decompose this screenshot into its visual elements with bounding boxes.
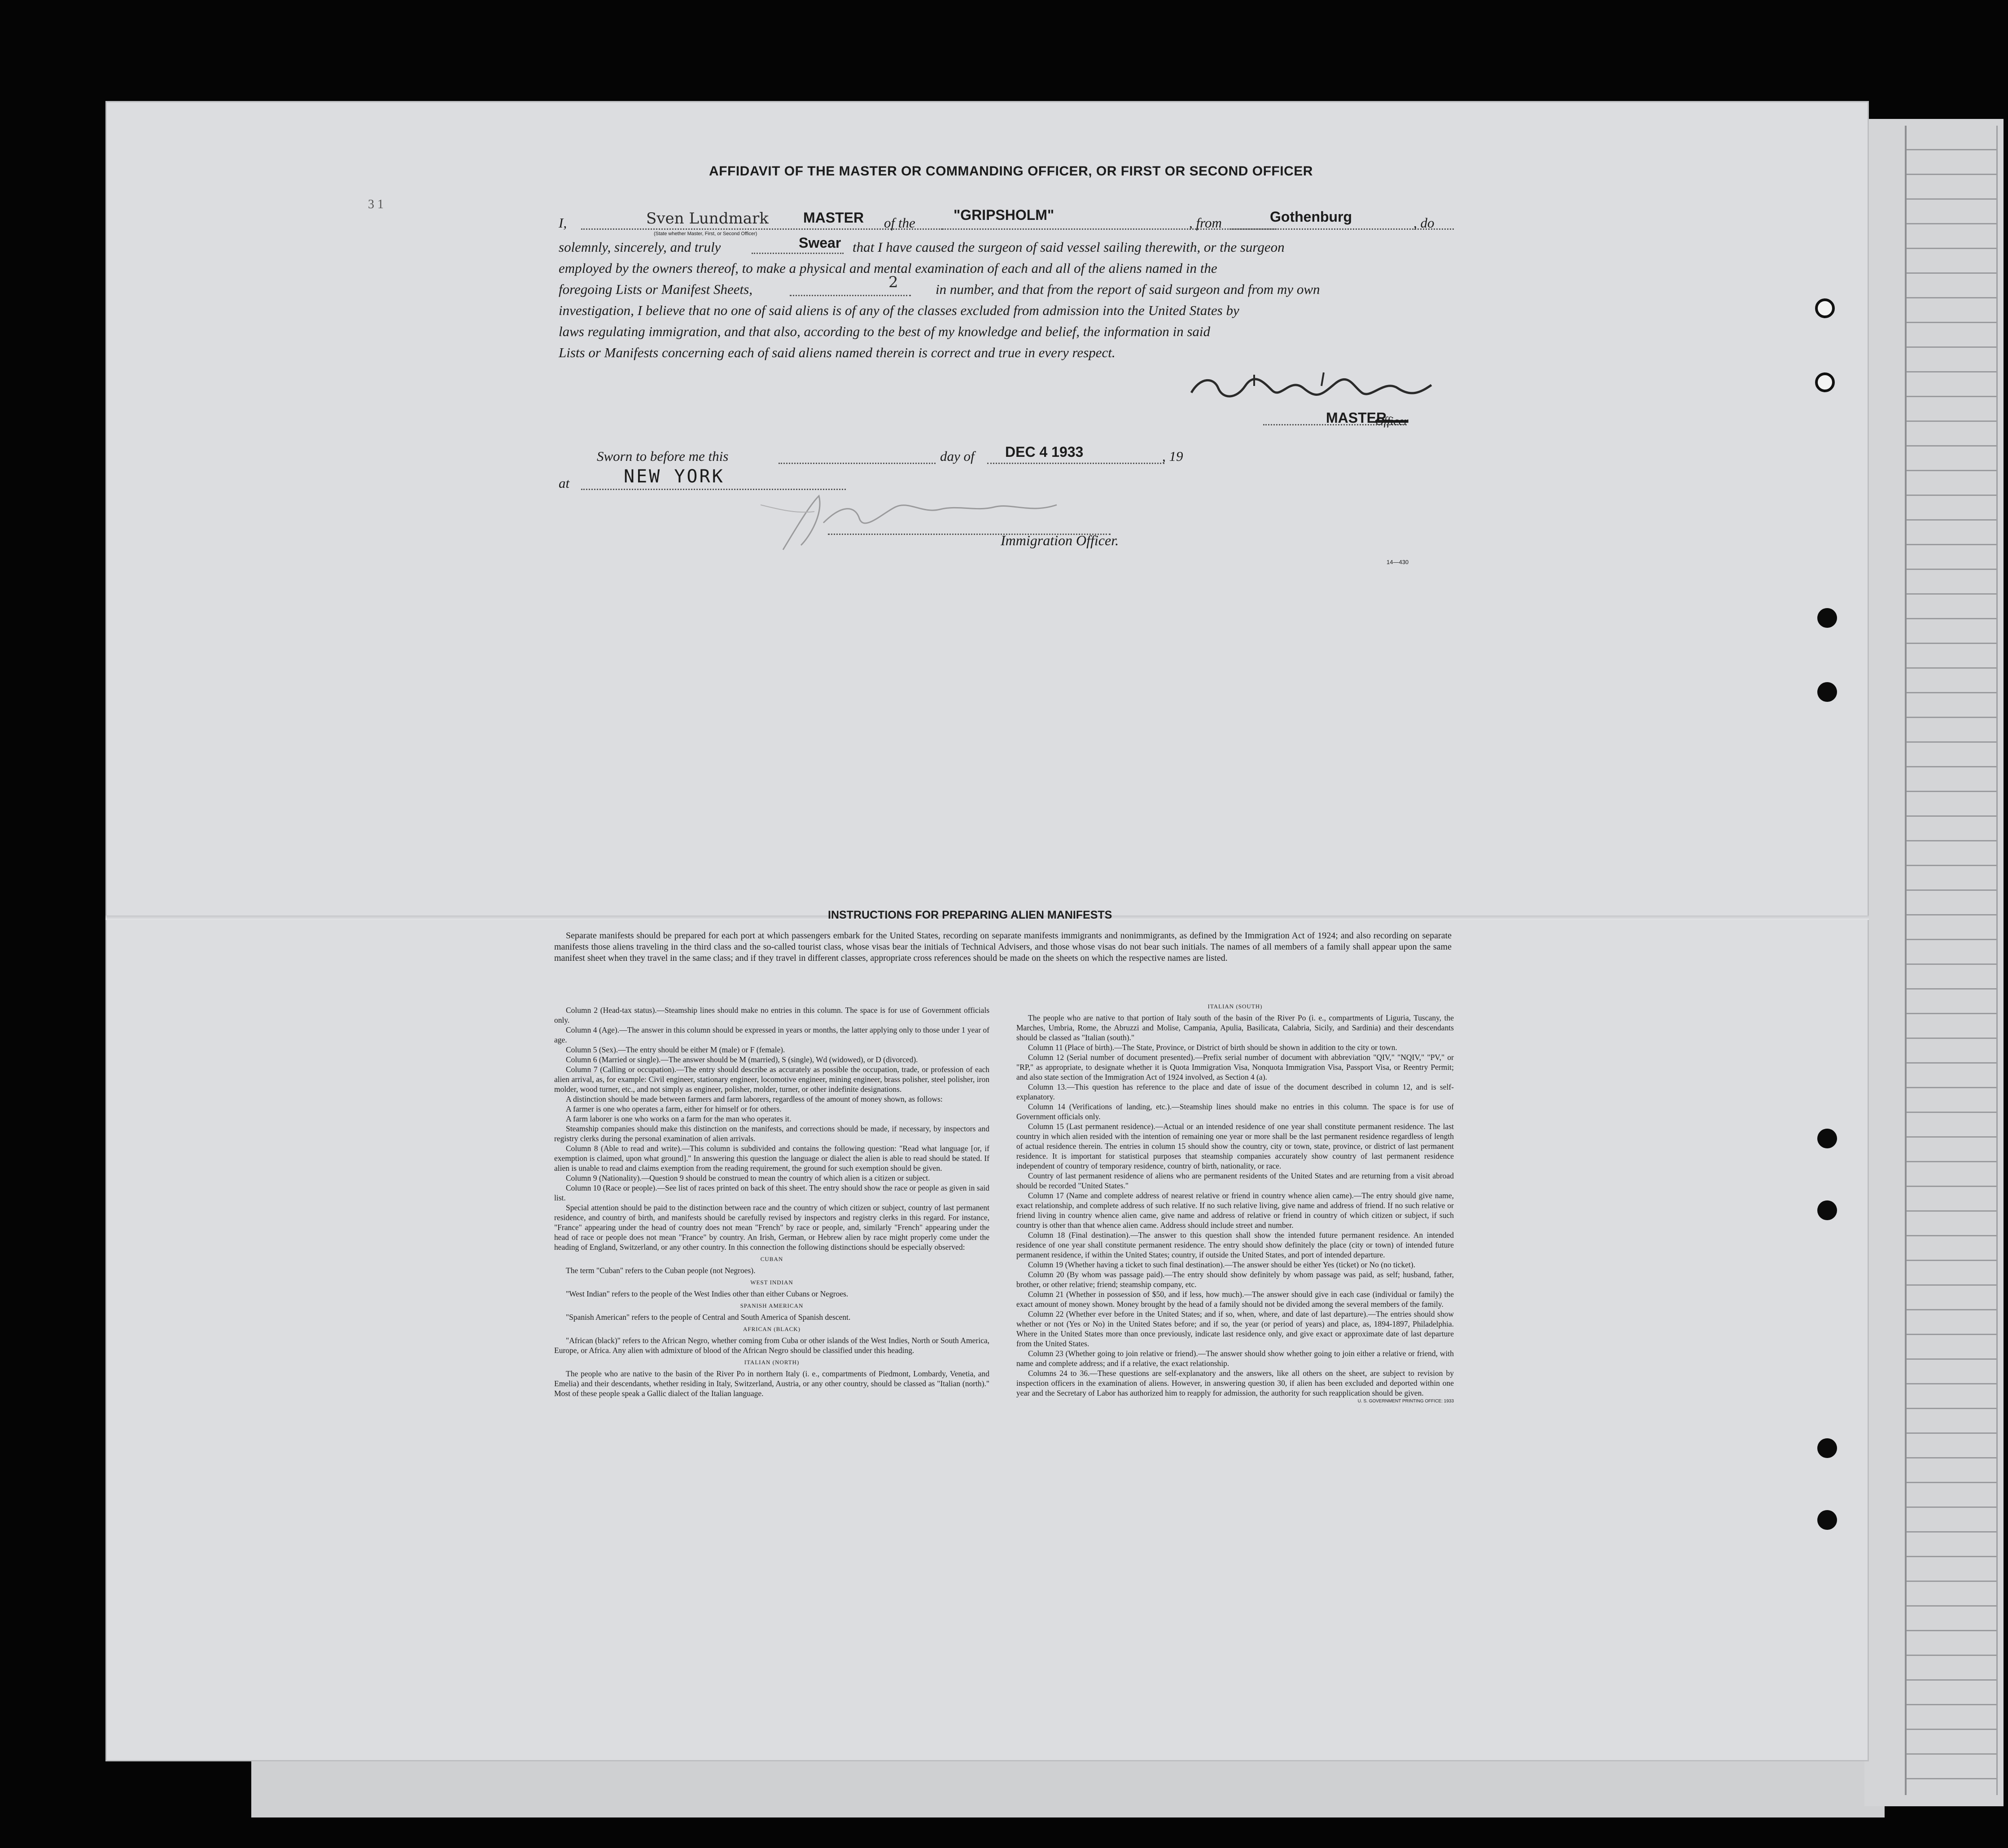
punch-hole [1817,682,1837,702]
sworn-day-line [779,461,936,464]
left-paragraph: A farm laborer is one who works on a farm for the man who operates it. [566,1114,792,1123]
right-paragraph: Column 12 (Serial number of document presented).—Prefix serial number of document with abbreviation "QIV," "NQIV," "PV," or "RP," as appropriate, to designate whether it is Quota Immigration Visa, Nonquota Immigration Visa, Passport Visa, or Reentry Permit; and also state section of the Immigration Act of 1924 involved, as Section 4 (a). [1016,1053,1454,1082]
punch-hole [1815,298,1835,318]
instructions-intro: Separate manifests should be prepared for each port at which passengers embark for the United States, recording on separate manifests immigrants and nonimmigrants, as defined by the Immigration Act of 1924; and also recording on separate manifests those aliens traveling in the third class and the so-called tourist class, whose visas bear the initials of Technical Advisers, and those whose visas do not bear such initials. The names of all members of a family shall appear upon the same manifest sheet when they travel in the same class; and if they travel in different classes, appropriate cross references should be made on the sheets on which the respective names are listed. [554,931,1452,963]
section-text-west-indian: "West Indian" refers to the people of the West Indies other than either Cubans or Negroes. [566,1289,849,1298]
section-heading-italian-south: ITALIAN (SOUTH) [1207,1003,1263,1010]
right-paragraph: The people who are native to that portion of Italy south of the basin of the River Po (i. e., compartments of Liguria, Tuscany, the Marches, Umbria, Rome, the Abruzzi and Molise, Campania, Apulia, Basilicata, Calabria, Sicily, and Sardinia) and their descendants should be classed as "Italian (south)." [1016,1013,1454,1042]
rank-typed: MASTER [803,210,864,226]
day-of-label: day of [940,448,975,464]
punch-hole [1817,1129,1837,1148]
right-paragraph: Column 15 (Last permanent residence).—Actual or an intended residence of one year shall constitute permanent residence. The last country in which alien resided with the intention of remaining one year or more shall be the last permanent residence regardless of length of actual residence therein. The entries in column 15 should show the country, city or town, state, province, or district of last permanent residence. It is important for statistical purposes that steamship companies accurately show country of last permanent residence independent of country of temporary residence, country of birth, nationality, or race. [1016,1122,1454,1170]
punch-hole [1817,1200,1837,1220]
form-number: 14—430 [1387,559,1409,565]
instructions-title: INSTRUCTIONS FOR PREPARING ALIEN MANIFESTS [828,909,1112,921]
affidavit-line4b: in number, and that from the report of said surgeon and from my own [936,281,1320,297]
year-prefix: , 19 [1162,448,1183,464]
sworn-label: Sworn to before me this [597,448,729,464]
printer-note: U. S. GOVERNMENT PRINTING OFFICE: 1933 [1357,1399,1454,1404]
master-name: Sven Lundmark [646,210,769,228]
left-paragraph: Column 10 (Race or people).—See list of races printed on back of this sheet. The entry should show the race or people as given in said list. [554,1183,989,1202]
left-paragraph: Special attention should be paid to the distinction between race and the country of which citizen or subject, country of last permanent residence, and country of birth, and manifests should be carefully revised by inspectors and registry clerks in this regard. For instance, "France" appearing under the head of country does not mean "French" by race or people, and, similarly "French" appearing under the head of race or people does not mean "France" by country. An Irish, German, or Hebrew alien by race might properly come under the heading of England, Switzerland, or any other country. In this connection the following distinctions should be especially observed: [554,1203,989,1252]
affidavit-line6: laws regulating immigration, and that also, according to the best of my knowledge and belief, the information in said [559,324,1211,339]
affidavit-prefix: I, [559,215,567,231]
right-paragraph: Column 20 (By whom was passage paid).—The entry should show definitely by whom passage was paid, as self; husband, father, brother, or other relative; friend; steamship company, etc. [1016,1270,1454,1289]
right-paragraph: Column 17 (Name and complete address of nearest relative or friend in country whence alien came).—The entry should give name, exact relationship, and complete address of such relative. If no such relative living, give name and address of friend. If no such relative or friend living in country whence alien came, give name and address of relative or friend in country of which citizen or subject, if such country is other than that whence alien came. Address should include street and number. [1016,1191,1454,1230]
right-paragraph: Column 18 (Final destination).—The answer to this question shall show the intended future permanent residence. An intended residence of one year shall constitute permanent residence. The entry should show definitely the place (city or town) of intended future permanent residence, if within the United States; country, if outside the United States, and port of intended departure. [1016,1231,1454,1259]
affidavit-line7: Lists or Manifests concerning each of said aliens named therein is correct and true in every respect. [559,345,1116,360]
ruled-edge-strip [1905,126,1998,1795]
right-paragraph: Column 14 (Verifications of landing, etc.).—Steamship lines should make no entries in this column. The space is for use of Government officials only. [1016,1102,1454,1121]
manifest-page [105,101,1869,1761]
right-paragraph: Column 22 (Whether ever before in the United States; and if so, when, where, and date of last departure).—The entries should show whether or not (Yes or No) in the United States before; and if so, the year (or period of years) and place, as, 1894-1897, Philadelphia. Where in the United States more than once previously, indicate last residence only, and give exact or approximate date of last departure from the United States. [1016,1309,1454,1348]
affidavit-line2a: solemnly, sincerely, and truly [559,239,721,255]
right-paragraph: Country of last permanent residence of aliens who are permanent residents of the United States and are returning from a visit abroad should be recorded "United States." [1016,1171,1454,1190]
affidavit-line4a: foregoing Lists or Manifest Sheets, [559,281,752,297]
from-label: , from [1189,215,1222,231]
oath-line [752,251,844,254]
affidavit-line2b: that I have caused the surgeon of said vessel sailing therewith, or the surgeon [853,239,1285,255]
section-text-spanish-american: "Spanish American" refers to the people of Central and South America of Spanish descent. [566,1313,851,1322]
right-paragraph: Column 19 (Whether having a ticket to such final destination).—The answer should be either Yes (ticket) or No (no ticket). [1028,1260,1416,1269]
master-signature [1187,368,1438,408]
punch-hole [1815,372,1835,392]
right-paragraph: Column 21 (Whether in possession of $50, and if less, how much).—The answer should give in each case (individual or family) the exact amount of money shown. Money brought by the head of a family should not be divided among the several members of the family. [1016,1290,1454,1309]
right-paragraph: Column 23 (Whether going to join relative or friend).—The answer should show whether going to join either a relative or friend, with name and complete address; and if a relative, the exact relationship. [1016,1349,1454,1368]
section-heading-italian-north: ITALIAN (NORTH) [744,1359,800,1366]
sheet-count-line [790,293,911,296]
rank-caption: (State whether Master, First, or Second Officer) [654,231,757,236]
ship-name: "GRIPSHOLM" [954,207,1054,223]
section-heading-spanish-american: SPANISH AMERICAN [740,1302,804,1309]
left-paragraph: A distinction should be made between farmers and farm laborers, regardless of the amount of money shown, as follows: [566,1095,943,1104]
punch-hole [1817,608,1837,628]
sheet-count: 2 [888,273,898,291]
section-text-african: "African (black)" refers to the African Negro, whether coming from Cuba or other islands of the West Indies, North or South America, Europe, or Africa. Any alien with admixture of blood of the African Negro should be classified under this heading. [554,1336,989,1355]
date-line [987,461,1164,464]
signer-title: MASTER [1326,410,1387,426]
left-paragraph: Column 5 (Sex).—The entry should be either M (male) or F (female). [566,1045,785,1054]
section-heading-west-indian: WEST INDIAN [750,1279,793,1286]
struck-officer: Officer [1375,415,1409,428]
right-paragraph: Column 13.—This question has reference to the place and date of issue of the document described in column 12, and is self-explanatory. [1016,1082,1454,1101]
punch-hole [1817,1438,1837,1458]
instructions-left-column [554,1005,989,1398]
at-label: at [559,475,570,491]
left-paragraph: Column 8 (Able to read and write).—This column is subdivided and contains the following question: "Read what language [or, if exemption is claimed, upon what ground]." In answering this question the language or dialect the alien is able to read should be stated. If alien is unable to read and claims exemption from the reading requirement, the ground for such exemption should be given. [554,1144,989,1173]
right-paragraph: Column 11 (Place of birth).—The State, Province, or District of birth should be shown in addition to the city or town. [1028,1043,1397,1052]
affidavit-title: AFFIDAVIT OF THE MASTER OR COMMANDING OFFICER, OR FIRST OR SECOND OFFICER [709,164,1313,179]
left-paragraph: Column 9 (Nationality).—Question 9 should be construed to mean the country of which alien is a citizen or subject. [566,1174,930,1182]
ship-line [942,227,1277,230]
left-paragraph: A farmer is one who operates a farm, either for himself or for others. [566,1104,782,1113]
of-the-label: of the [884,215,915,231]
instructions-right-column [1016,1003,1454,1404]
section-text-cuban: The term "Cuban" refers to the Cuban people (not Negroes). [566,1266,756,1275]
left-paragraph: Column 7 (Calling or occupation).—The entry should describe as accurately as possible the occupation, trade, or profession of each alien arrival, as, for example: Civil engineer, stationary engineer, locomotive engineer, mining engineer, brass polisher, steel polisher, iron molder, wood turner, etc., and not simply as engineer, polisher, molder, turner, or other indefinite designations. [554,1065,989,1094]
left-paragraph: Steamship companies should make this distinction on the manifests, and corrections should be made, if necessary, by inspectors and registry clerks during the personal examination of alien arrivals. [554,1124,989,1143]
sworn-place: NEW YORK [624,466,725,487]
affidavit-line3: employed by the owners thereof, to make a physical and mental examination of each and all of the aliens named in the [559,260,1217,276]
left-paragraph: Column 4 (Age).—The answer in this column should be expressed in years or months, the latter applying only to those under 1 year of age. [554,1025,989,1044]
affidavit-line5: investigation, I believe that no one of said aliens is of any of the classes excluded from admission into the United States by [559,302,1239,318]
margin-note: 3 1 [368,197,384,211]
section-heading-african: AFRICAN (BLACK) [743,1326,801,1332]
punch-hole [1817,1510,1837,1530]
officer-title: Immigration Officer. [1001,532,1119,548]
section-heading-cuban: CUBAN [760,1256,783,1262]
do-label: , do [1413,215,1435,231]
left-paragraph: Column 6 (Married or single).—The answer should be M (married), S (single), Wd (widowed), or D (divorced). [566,1055,918,1064]
instructions-intro-block [554,930,1452,964]
sworn-date: DEC 4 1933 [1005,444,1084,460]
section-text-italian-north: The people who are native to the basin of the River Po in northern Italy (i. e., compartments of Piedmont, Lombardy, Venetia, and Emelia) and their descendants, whether residing in Italy, Switzerland, Austria, or any other country, should be classed as "Italian (north)." Most of these people speak a Gallic dialect of the Italian language. [554,1369,989,1398]
left-paragraph: Column 2 (Head-tax status).—Steamship lines should make no entries in this column. The space is for use of Government officials only. [554,1006,989,1025]
oath-word: Swear [799,235,841,251]
right-paragraph: Columns 24 to 36.—These questions are self-explanatory and the answers, like all others on the sheet, are subject to revision by inspection officers in the examination of aliens. However, in answering question 30, if alien has been excluded and deported within one year and the Secretary of Labor has authorized him to reapply for admission, the authority for such reapplication should be given. [1016,1369,1454,1397]
port-name: Gothenburg [1270,209,1352,225]
